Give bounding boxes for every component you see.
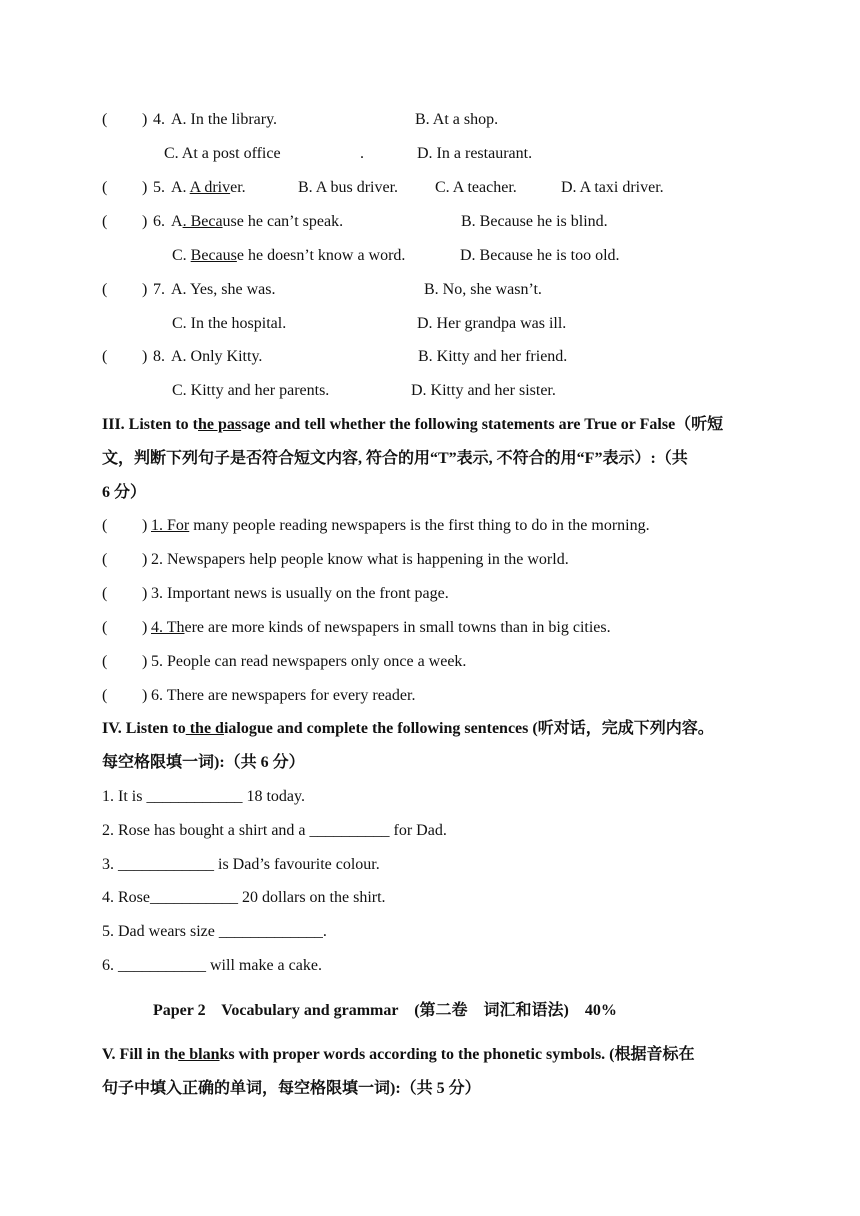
answer-paren-open: (: [102, 517, 108, 534]
fill-in-item: 4. Rose___________ 20 dollars on the shirt.: [102, 889, 386, 906]
answer-paren-open: (: [102, 179, 108, 196]
option-c-dot: .: [360, 145, 364, 162]
answer-paren-open: (: [102, 348, 108, 365]
answer-paren-close: ): [142, 653, 148, 670]
option-c: [172, 246, 405, 266]
option-d: D. In a restaurant.: [417, 145, 533, 162]
statement-text: [151, 618, 611, 638]
fill-in-item: 3. ____________ is Dad’s favourite colour.: [102, 856, 380, 873]
answer-paren-close: ): [142, 281, 148, 298]
option-a: [171, 212, 343, 232]
statement-text: [151, 516, 650, 536]
heading-text: sage and tell whether the following statements are True or False（听短: [241, 416, 724, 433]
option-a: A. Yes, she was.: [171, 281, 276, 298]
answer-paren-close: ): [142, 348, 148, 365]
question-number: 8.: [153, 348, 165, 365]
option-a: A. Only Kitty.: [171, 348, 263, 365]
option-a-underlined: . Beca: [182, 213, 223, 230]
option-c-underlined: Becaus: [190, 247, 237, 264]
option-a: [171, 178, 246, 198]
option-d: D. A taxi driver.: [561, 179, 664, 196]
option-c: C. At a post office: [164, 145, 281, 162]
section-4-heading-line-2: 每空格限填一词):（共 6 分）: [102, 754, 305, 771]
statement-text: [151, 652, 466, 672]
answer-paren-close: ): [142, 687, 148, 704]
option-a-suffix: er.: [230, 179, 246, 196]
statement-rest: 6. There are newspapers for every reader.: [151, 687, 416, 704]
statement-rest: 3. Important news is usually on the front page.: [151, 585, 449, 602]
option-c: C. Kitty and her parents.: [172, 382, 330, 399]
answer-paren-close: ): [142, 179, 148, 196]
statement-text: [151, 584, 449, 604]
statement-underlined: 4. Th: [151, 619, 185, 636]
option-b: B. A bus driver.: [298, 179, 399, 196]
option-b: B. No, she wasn’t.: [424, 281, 542, 298]
heading-underlined: the d: [185, 720, 224, 737]
statement-underlined: 1. For: [151, 517, 190, 534]
fill-in-item: 1. It is ____________ 18 today.: [102, 788, 305, 805]
option-d: D. Her grandpa was ill.: [417, 315, 567, 332]
answer-paren-open: (: [102, 111, 108, 128]
statement-rest: many people reading newspapers is the first thing to do in the morning.: [189, 517, 650, 534]
answer-paren-open: (: [102, 585, 108, 602]
option-a-underlined: A driv: [189, 179, 231, 196]
option-a: A. In the library.: [171, 111, 278, 128]
heading-text: ks with proper words according to the phonetic symbols. (根据音标在: [219, 1046, 695, 1063]
answer-paren-open: (: [102, 281, 108, 298]
section-4-heading-line-1: [102, 719, 714, 739]
heading-text: IV. Listen to: [102, 720, 186, 737]
fill-in-item: 6. ___________ will make a cake.: [102, 957, 322, 974]
section-3-heading-line-3: 6 分）: [102, 484, 147, 501]
option-a-suffix: use he can’t speak.: [222, 213, 344, 230]
statement-text: [151, 550, 569, 570]
answer-paren-open: (: [102, 619, 108, 636]
option-c: C. A teacher.: [435, 179, 517, 196]
option-b: B. At a shop.: [415, 111, 499, 128]
statement-text: [151, 686, 415, 706]
fill-in-item: 2. Rose has bought a shirt and a __________ for Dad.: [102, 822, 447, 839]
statement-rest: 2. Newspapers help people know what is happening in the world.: [151, 551, 569, 568]
option-b: B. Kitty and her friend.: [418, 348, 568, 365]
question-number: 5.: [153, 179, 165, 196]
answer-paren-open: (: [102, 653, 108, 670]
answer-paren-close: ): [142, 585, 148, 602]
answer-paren-open: (: [102, 687, 108, 704]
section-5-heading-line-2: 句子中填入正确的单词，每空格限填一词):（共 5 分）: [102, 1080, 481, 1097]
option-d: D. Because he is too old.: [460, 247, 620, 264]
heading-underlined: e blan: [178, 1046, 220, 1063]
answer-paren-close: ): [142, 517, 148, 534]
option-d: D. Kitty and her sister.: [411, 382, 556, 399]
question-number: 4.: [153, 111, 165, 128]
section-5-heading-line-1: [102, 1045, 695, 1065]
answer-paren-open: (: [102, 213, 108, 230]
heading-underlined: he pas: [198, 416, 242, 433]
paper-2-title: Paper 2 Vocabulary and grammar (第二卷 词汇和语法) 40%: [153, 1002, 617, 1019]
answer-paren-open: (: [102, 551, 108, 568]
heading-text: V. Fill in th: [102, 1046, 179, 1063]
option-c: C. In the hospital.: [172, 315, 287, 332]
option-a-prefix: A: [171, 213, 183, 230]
question-number: 7.: [153, 281, 165, 298]
section-3-heading-line-2: 文，判断下列句子是否符合短文内容, 符合的用“T”表示, 不符合的用“F”表示）:（共: [102, 450, 688, 467]
option-a-prefix: A.: [171, 179, 190, 196]
option-b: B. Because he is blind.: [461, 213, 608, 230]
statement-rest: ere are more kinds of newspapers in small towns than in big cities.: [184, 619, 611, 636]
option-c-prefix: C.: [172, 247, 191, 264]
section-3-heading-line-1: [102, 415, 723, 435]
answer-paren-close: ): [142, 619, 148, 636]
fill-in-item: 5. Dad wears size _____________.: [102, 923, 327, 940]
answer-paren-close: ): [142, 111, 148, 128]
statement-rest: 5. People can read newspapers only once a week.: [151, 653, 467, 670]
answer-paren-close: ): [142, 551, 148, 568]
heading-text: III. Listen to t: [102, 416, 199, 433]
option-c-suffix: e he doesn’t know a word.: [236, 247, 406, 264]
answer-paren-close: ): [142, 213, 148, 230]
heading-text: ialogue and complete the following sentences (听对话，完成下列内容。: [223, 720, 714, 737]
question-number: 6.: [153, 213, 165, 230]
